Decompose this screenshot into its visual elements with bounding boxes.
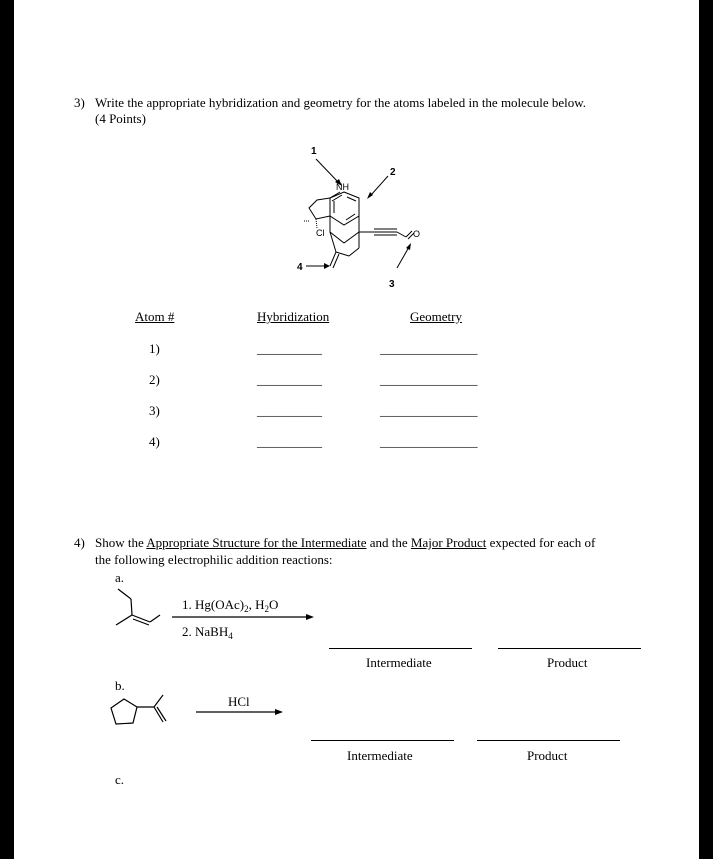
row1-geometry-blank[interactable]: _______________ <box>380 341 478 356</box>
row4-hybridization-blank[interactable]: __________ <box>257 434 322 449</box>
row3-hybridization-blank[interactable]: __________ <box>257 403 322 418</box>
q4-prompt-line2: the following electrophilic addition reactions: <box>95 552 333 567</box>
row3-geometry-blank[interactable]: _______________ <box>380 403 478 418</box>
o-label: O <box>413 229 421 239</box>
part-a-intermediate-answer-line[interactable] <box>329 648 472 649</box>
arrow-atom-2 <box>371 176 388 195</box>
row2-hybridization-blank[interactable]: __________ <box>257 372 322 387</box>
part-b-intermediate-label: Intermediate <box>347 748 413 763</box>
q3-number: 3) <box>74 95 85 110</box>
atom-label-3: 3 <box>389 279 395 290</box>
part-b-cyclopentyl-alkene-structure <box>104 690 184 735</box>
part-b-reagent: HCl <box>228 694 250 709</box>
part-c-label: c. <box>115 772 125 787</box>
row2-geometry-blank[interactable]: _______________ <box>380 372 478 387</box>
nh-label: NH <box>336 182 349 192</box>
q4-underlined-major-product: Major Product <box>410 535 487 550</box>
part-b-label: b. <box>115 678 125 693</box>
part-a-reagent-1: 1. $Hg(OAc)_2$, $H_2O$ <box>182 597 279 614</box>
q3-points: (4 Points) <box>95 111 146 126</box>
worksheet-page <box>14 0 699 859</box>
row4-geometry-blank[interactable]: _______________ <box>380 434 478 449</box>
part-b-product-label: Product <box>527 748 568 763</box>
part-a-product-label: Product <box>547 655 588 670</box>
part-b-product-answer-line[interactable] <box>477 740 620 741</box>
part-a-label: a. <box>115 570 125 585</box>
row-atom-4: 4) <box>149 434 160 449</box>
cl-label: Cl <box>316 228 325 238</box>
scan-border-right <box>699 0 713 859</box>
part-b-intermediate-answer-line[interactable] <box>311 740 454 741</box>
atom-label-1: 1 <box>311 146 317 157</box>
five-membered-ring <box>309 198 330 219</box>
part-a-reagent-2: 2. NaBH$_4$ <box>182 624 233 641</box>
atom-label-4: 4 <box>297 262 303 273</box>
part-a-intermediate-label: Intermediate <box>366 655 432 670</box>
part-b-reaction-arrow <box>196 707 286 717</box>
arrow-atom-3 <box>397 247 409 268</box>
row1-hybridization-blank[interactable]: __________ <box>257 341 322 356</box>
q3-prompt: Write the appropriate hybridization and geometry for the atoms labeled in the molecule below. <box>95 95 587 110</box>
lower-ring <box>330 216 359 243</box>
q4-number: 4) <box>74 535 85 550</box>
col-header-hybridization: Hybridization <box>257 309 330 324</box>
col-header-geometry: Geometry <box>410 309 462 324</box>
part-a-alkene-structure <box>104 585 174 635</box>
atom-label-2: 2 <box>390 167 396 178</box>
scan-border-left <box>0 0 14 859</box>
q4-prompt-line1: Show the Appropriate Structure for the Intermediate and the Major Product expected for each of <box>95 535 596 550</box>
arrow-atom-1 <box>316 159 339 183</box>
col-header-atom: Atom # <box>135 309 175 324</box>
q4-underlined-intermediate: Appropriate Structure for the Intermediate <box>146 535 367 550</box>
row-atom-3: 3) <box>149 403 160 418</box>
row-atom-2: 2) <box>149 372 160 387</box>
part-a-reaction-arrow <box>172 612 317 622</box>
part-a-product-answer-line[interactable] <box>498 648 641 649</box>
q3-molecule-structure <box>14 0 699 300</box>
row-atom-1: 1) <box>149 341 160 356</box>
